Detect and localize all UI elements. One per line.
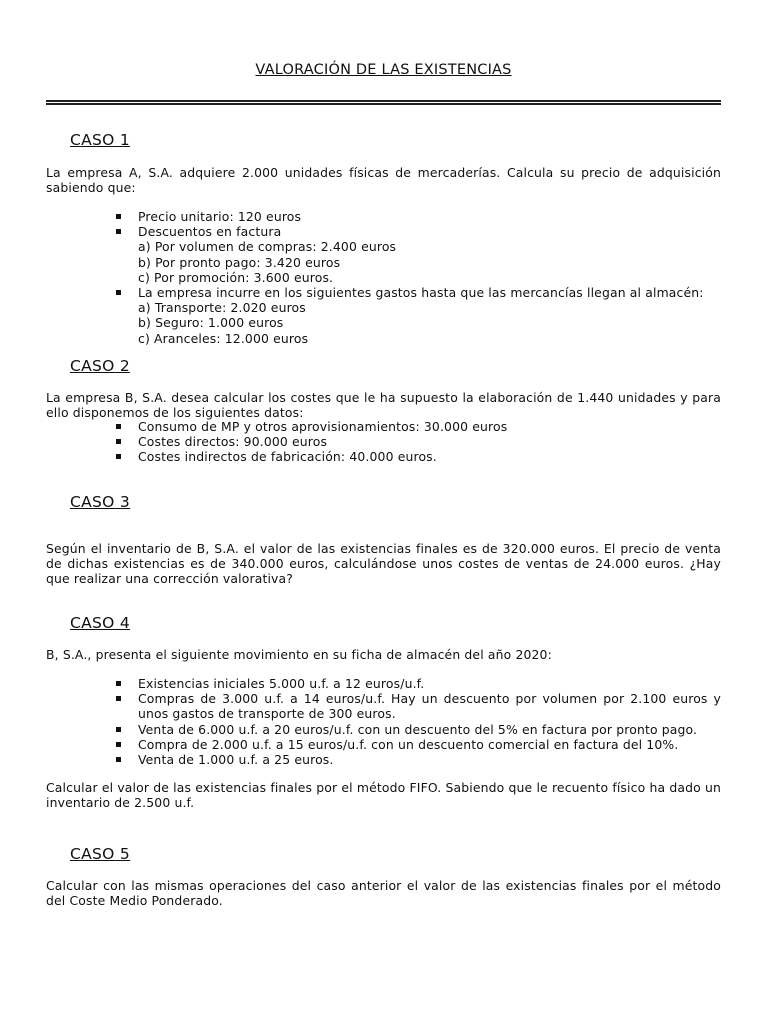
list-item: Compra de 2.000 u.f. a 15 euros/u.f. con un descuento comercial en factura del 10%. <box>116 737 721 752</box>
caso1-item-3-sub-b: b) Seguro: 1.000 euros <box>138 315 284 331</box>
caso2-list <box>116 419 721 465</box>
caso4-outro: Calcular el valor de las existencias finales por el método FIFO. Sabiendo que le recuento físico ha dado un inventario de 2.500 u.f. <box>46 780 721 810</box>
list-item: Consumo de MP y otros aprovisionamientos: 30.000 euros <box>116 419 721 434</box>
page-title: VALORACIÓN DE LAS EXISTENCIAS <box>255 62 512 78</box>
caso4-list <box>116 676 721 767</box>
list-item: Costes indirectos de fabricación: 40.000 euros. <box>116 449 721 464</box>
caso1-item-3-sub-c: c) Aranceles: 12.000 euros <box>138 330 309 346</box>
caso1-intro: La empresa A, S.A. adquiere 2.000 unidades físicas de mercaderías. Calcula su precio de adquisición sabiendo que: <box>46 165 721 195</box>
list-item: Venta de 1.000 u.f. a 25 euros. <box>116 752 721 767</box>
title-double-rule <box>46 100 721 105</box>
list-item: Venta de 6.000 u.f. a 20 euros/u.f. con un descuento del 5% en factura por pronto pago. <box>116 722 721 737</box>
caso1-list <box>116 209 721 346</box>
list-item: Compras de 3.000 u.f. a 14 euros/u.f. Hay un descuento por volumen por 2.100 euros y unos gastos de transporte de 300 euros. <box>116 691 721 721</box>
list-item <box>116 285 721 346</box>
caso4-heading: CASO 4 <box>70 614 131 632</box>
caso1-item-2-sub-b: b) Por pronto pago: 3.420 euros <box>138 254 341 270</box>
list-item: Existencias iniciales 5.000 u.f. a 12 euros/u.f. <box>116 676 721 691</box>
caso4-intro: B, S.A., presenta el siguiente movimiento en su ficha de almacén del año 2020: <box>46 647 552 662</box>
list-item <box>116 224 721 285</box>
caso1-item-2-sub-a: a) Por volumen de compras: 2.400 euros <box>138 239 397 255</box>
caso1-item-2-sub-c: c) Por promoción: 3.600 euros. <box>138 269 334 285</box>
caso1-item-3-sub-a: a) Transporte: 2.020 euros <box>138 300 306 316</box>
caso3-heading: CASO 3 <box>70 493 131 511</box>
caso1-item-3: La empresa incurre en los siguientes gastos hasta que las mercancías llegan al almacén: <box>138 285 704 301</box>
caso3-text: Según el inventario de B, S.A. el valor de las existencias finales es de 320.000 euros. El precio de venta de dichas existencias es de 340.000 euros, calculándose unos costes de ventas de 24.000 euros. ¿Hay que realizar una corrección valorativa? <box>46 541 721 586</box>
caso2-heading: CASO 2 <box>70 357 131 375</box>
caso5-text: Calcular con las mismas operaciones del caso anterior el valor de las existencias finales por el método del Coste Medio Ponderado. <box>46 878 721 908</box>
caso2-intro: La empresa B, S.A. desea calcular los costes que le ha supuesto la elaboración de 1.440 unidades y para ello disponemos de los siguientes datos: <box>46 390 721 420</box>
caso1-item-1: Precio unitario: 120 euros <box>138 209 302 224</box>
list-item <box>116 209 721 224</box>
caso5-heading: CASO 5 <box>70 845 131 863</box>
list-item: Costes directos: 90.000 euros <box>116 434 721 449</box>
caso1-item-2: Descuentos en factura <box>138 224 282 240</box>
caso1-heading: CASO 1 <box>70 131 131 149</box>
